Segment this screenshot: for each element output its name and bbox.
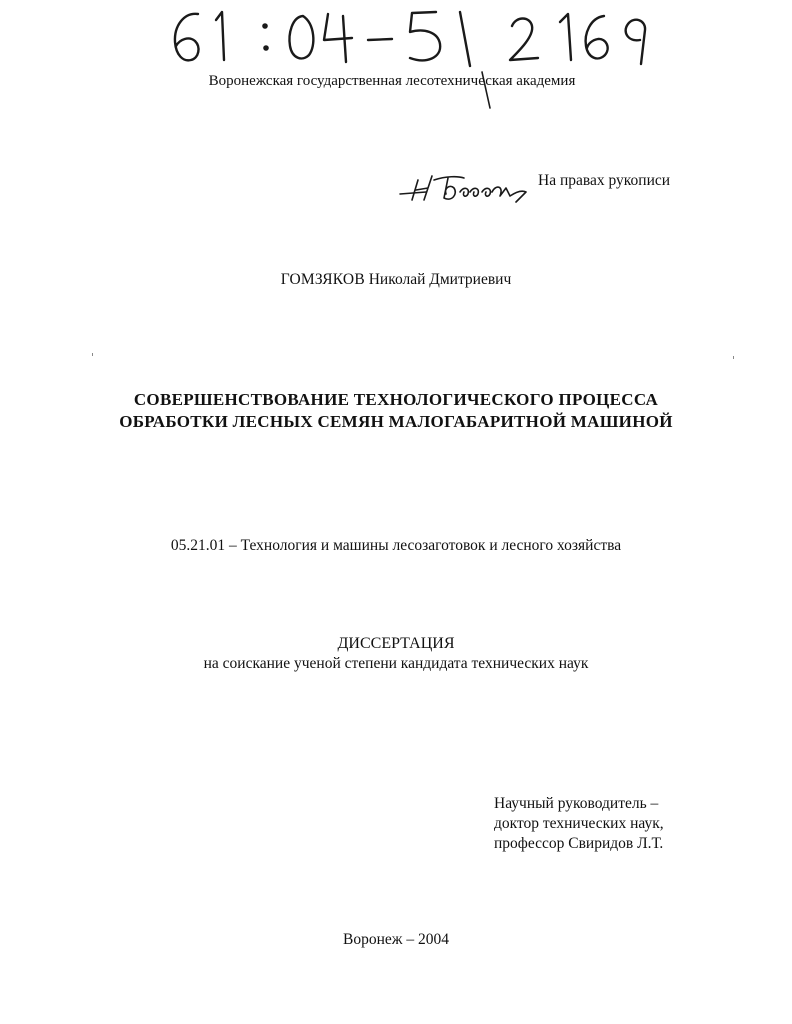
degree-description: на соискание ученой степени кандидата технических наук — [203, 655, 589, 672]
author-surname: ГОМЗЯКОВ — [280, 271, 365, 288]
title-line-2: ОБРАБОТКИ ЛЕСНЫХ СЕМЯН МАЛОГАБАРИТНОЙ МАШИНОЙ — [119, 412, 673, 431]
specialty-code: 05.21.01 – Технология и машины лесозаготовок и лесного хозяйства — [170, 537, 622, 554]
handwritten-archive-number — [0, 0, 792, 75]
document-type: ДИССЕРТАЦИЯ — [337, 635, 455, 652]
scan-speck — [733, 356, 734, 359]
author-name — [0, 271, 792, 289]
institution-name — [0, 73, 792, 90]
advisor-line-2: доктор технических наук, — [494, 815, 664, 832]
city-year: Воронеж – 2004 — [343, 931, 449, 948]
title-line-1: СОВЕРШЕНСТВОВАНИЕ ТЕХНОЛОГИЧЕСКОГО ПРОЦЕССА — [133, 390, 659, 409]
scientific-advisor — [494, 794, 664, 854]
signature — [398, 166, 534, 208]
advisor-line-1: Научный руководитель – — [494, 795, 659, 812]
scan-speck — [92, 353, 93, 356]
author-given-names: Николай Дмитриевич — [368, 271, 512, 288]
advisor-line-3: профессор Свиридов Л.Т. — [494, 835, 664, 852]
institution-text: Воронежская государственная лесотехническая академия — [208, 73, 576, 89]
dissertation-title — [0, 389, 792, 433]
rights-note: На правах рукописи — [538, 172, 671, 189]
